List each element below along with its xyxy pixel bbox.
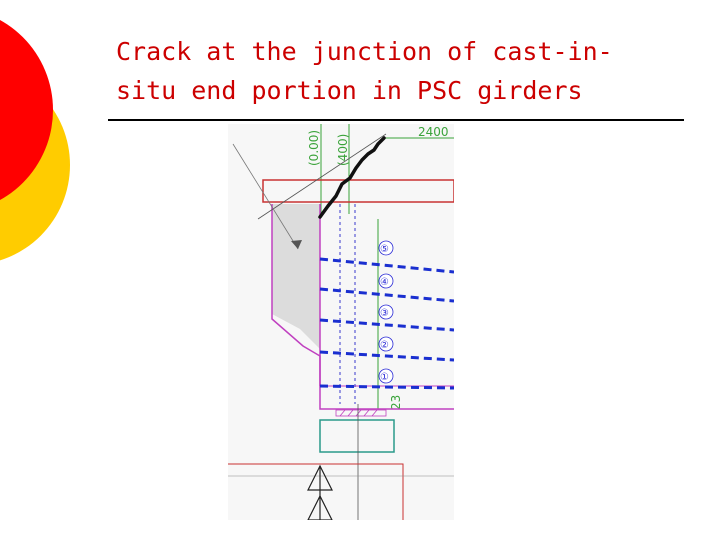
bearing-hatch bbox=[336, 410, 386, 416]
slide-title-line-1: Crack at the junction of cast-in- bbox=[116, 37, 613, 66]
slide-title-line-2: situ end portion in PSC girders bbox=[116, 76, 583, 105]
tendon-number-4: ④ bbox=[380, 277, 389, 288]
tendon-number-5: ⑤ bbox=[380, 244, 389, 255]
slide-title bbox=[116, 32, 696, 110]
bearing-hatch-lines bbox=[340, 410, 377, 416]
leader-line-1 bbox=[258, 134, 386, 219]
tendon-number-1: ① bbox=[380, 372, 389, 383]
pier-outline bbox=[228, 464, 403, 520]
tendon-number-labels bbox=[379, 241, 393, 383]
leader-line-2 bbox=[233, 144, 298, 249]
tendon-number-2: ② bbox=[380, 340, 389, 351]
title-underline bbox=[108, 119, 684, 121]
support-symbol bbox=[308, 466, 332, 520]
girder-end-drawing bbox=[228, 124, 454, 520]
crack-line bbox=[320, 138, 384, 217]
tendon-number-3: ③ bbox=[380, 308, 389, 319]
dimension-label-0: (0.00) bbox=[307, 129, 321, 166]
bearing-pad bbox=[320, 420, 394, 452]
cast-in-situ-end-block bbox=[272, 204, 320, 349]
dimension-label-bottom: 23 bbox=[389, 394, 403, 410]
top-flange bbox=[263, 180, 454, 202]
dimension-label-400: (400) bbox=[336, 133, 350, 166]
dimension-label-2400: 2400 bbox=[418, 125, 449, 139]
decorative-circles bbox=[0, 0, 110, 300]
